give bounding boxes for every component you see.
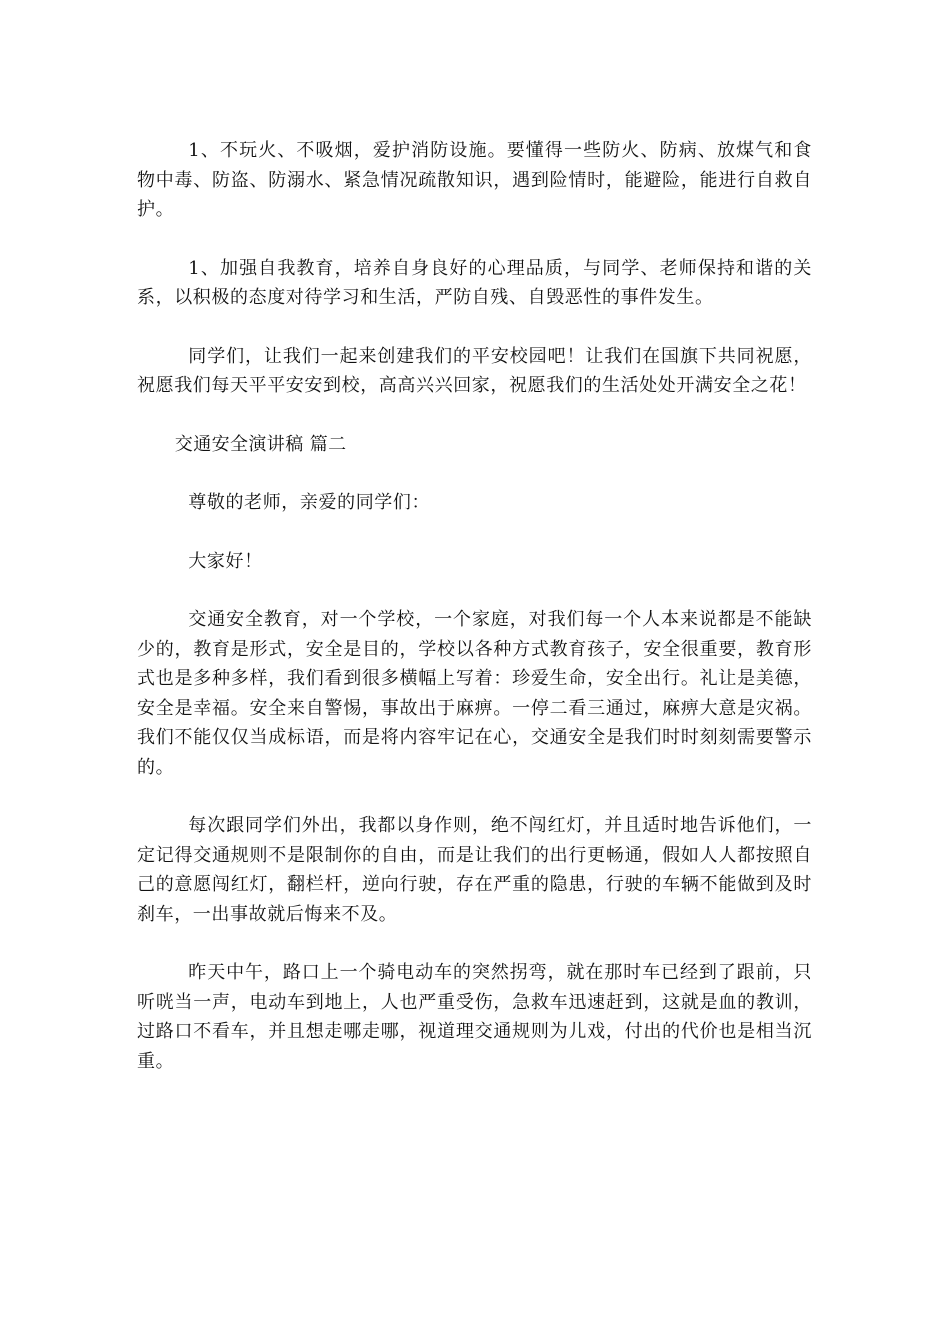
paragraph-fire-safety: 1、不玩火、不吸烟，爱护消防设施。要懂得一些防火、防病、放煤气和食物中毒、防盗、防溺水、紧急情况疏散知识，遇到险情时，能避险，能进行自救自护。: [137, 140, 812, 220]
greeting: 大家好！: [188, 550, 263, 572]
section-heading: 交通安全演讲稿 篇二: [174, 433, 347, 455]
salutation: 尊敬的老师，亲爱的同学们：: [188, 492, 431, 513]
paragraph-traffic-education: 交通安全教育，对一个学校，一个家庭，对我们每一个人本来说都是不能缺少的，教育是形式，安全是目的，学校以各种方式教育孩子，安全很重要，教育形式也是多种多样，我们看到很多横幅上写着：珍爱生命，安全出行。礼让是美德，安全是幸福。安全来自警惕，事故出于麻痹。一停二看三通过，麻痹大意是灾祸。我们不能仅仅当成标语，而是将内容牢记在心，交通安全是我们时时刻刻需要警示的。: [137, 609, 812, 778]
paragraph-accident-story: 昨天中午，路口上一个骑电动车的突然拐弯，就在那时车已经到了跟前，只听咣当一声，电动车到地上，人也严重受伤，急救车迅速赶到，这就是血的教训，过路口不看车，并且想走哪走哪，视道理交通规则为儿戏，付出的代价也是相当沉重。: [137, 962, 812, 1072]
document-content: [137, 136, 812, 1105]
paragraph-closing-wish: 同学们，让我们一起来创建我们的平安校园吧！让我们在国旗下共同祝愿，祝愿我们每天平平安安到校，高高兴兴回家，祝愿我们的生活处处开满安全之花！: [137, 345, 812, 396]
paragraph-leading-by-example: 每次跟同学们外出，我都以身作则，绝不闯红灯，并且适时地告诉他们，一定记得交通规则不是限制你的自由，而是让我们的出行更畅通，假如人人都按照自己的意愿闯红灯，翻栏杆，逆向行驶，存在严重的隐患，行驶的车辆不能做到及时刹车，一出事故就后悔来不及。: [137, 815, 812, 925]
paragraph-self-education: 1、加强自我教育，培养自身良好的心理品质，与同学、老师保持和谐的关系，以积极的态度对待学习和生活，严防自残、自毁恶性的事件发生。: [137, 257, 812, 308]
